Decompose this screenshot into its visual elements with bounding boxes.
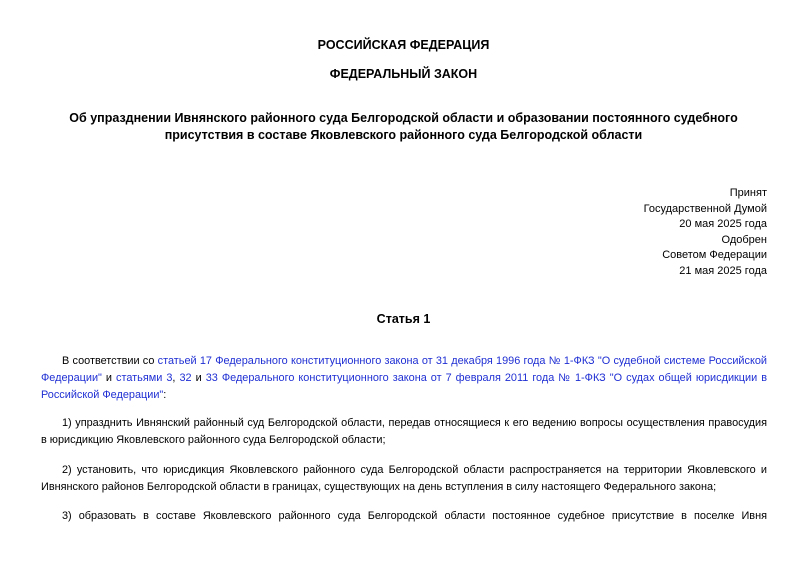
- approval-date: 21 мая 2025 года: [679, 264, 767, 277]
- adoption-line: Государственной Думой: [643, 202, 767, 215]
- intro-text: ,: [172, 372, 180, 385]
- adoption-block: [644, 186, 767, 280]
- link-article-33[interactable]: 33: [205, 372, 218, 385]
- intro-text: :: [163, 389, 167, 402]
- article-item-2: 2) установить, что юрисдикция Яковлевского районного суда Белгородской области распространяется на территории Яковлевского и Ивнянского районов Белгородской области в границах, существующих на день вступления в силу настоящего Федерального закона;: [41, 464, 767, 494]
- doc-type-heading: ФЕДЕРАЛЬНЫЙ ЗАКОН: [329, 67, 478, 81]
- adoption-date: 20 мая 2025 года: [679, 218, 767, 231]
- law-subject-title: Об упразднении Ивнянского районного суда Белгородской области и образовании постоянного судебного присутствия в составе Яковлевского районного суда Белгородской области: [69, 111, 738, 142]
- link-articles-3[interactable]: статьями 3: [116, 372, 173, 385]
- article-item-3: 3) образовать в составе Яковлевского районного суда Белгородской области постоянное судебное присутствие в поселке Ивня: [62, 510, 767, 522]
- article-intro-paragraph: [41, 353, 767, 405]
- link-article-17[interactable]: статьей 17: [157, 355, 212, 367]
- link-fkz-2011[interactable]: Федерального конституционного закона от 7 февраля 2011 года № 1-ФКЗ "О судах общей юрисдикции в Российской Федерации": [41, 372, 768, 402]
- intro-text: и: [191, 372, 206, 385]
- approval-line: Одобрен: [721, 233, 767, 246]
- country-heading: РОССИЙСКАЯ ФЕДЕРАЦИЯ: [317, 38, 490, 52]
- approval-line: Советом Федерации: [662, 249, 767, 262]
- link-fkz-1996[interactable]: Федерального конституционного закона от 31 декабря 1996 года № 1-ФКЗ "О судебной системе Российской Федерации": [41, 355, 767, 385]
- adoption-line: Принят: [729, 187, 767, 199]
- article-heading: Статья 1: [376, 312, 431, 326]
- article-item-1: 1) упразднить Ивнянский районный суд Белгородской области, передав относящиеся к его ведению вопросы осуществления правосудия в юрисдикцию Яковлевского районного суда Белгородской области;: [41, 417, 767, 447]
- intro-text: и: [101, 372, 117, 385]
- link-article-32[interactable]: 32: [179, 372, 192, 385]
- intro-text: В соответствии со: [62, 355, 158, 367]
